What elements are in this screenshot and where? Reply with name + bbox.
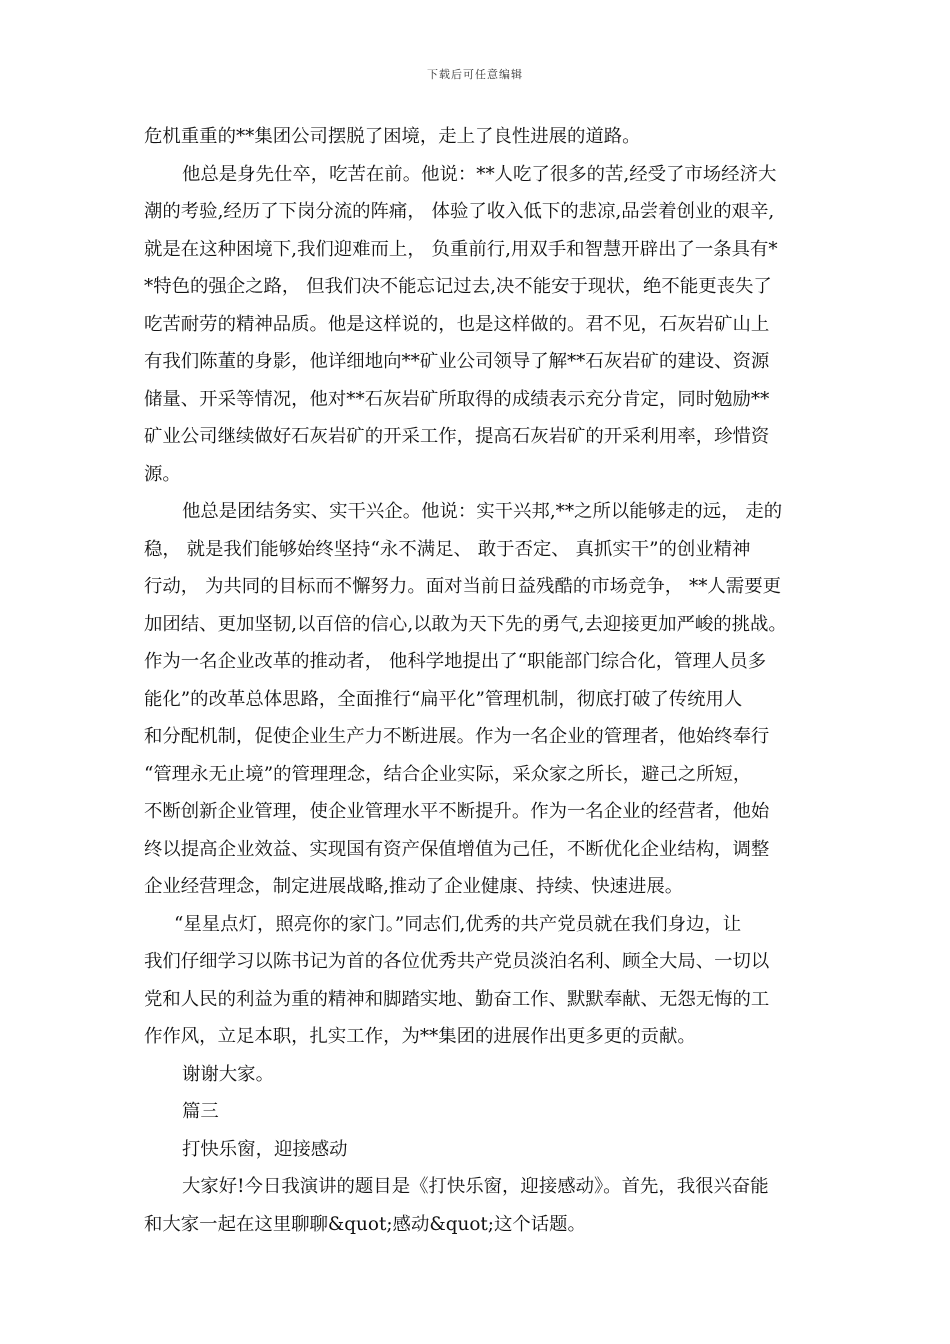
page-header: 下载后可任意编辑 [427, 68, 523, 81]
text-line: *特色的强企之路， 但我们决不能忘记过去,决不能安于现状，绝不能更丧失了 [144, 276, 772, 297]
text-line: 作为一名企业改革的推动者， 他科学地提出了“职能部门综合化，管理人员多 [144, 651, 767, 672]
text-line: 源。 [144, 463, 181, 485]
text-line: 他总是身先仕卒，吃苦在前。他说：**人吃了很多的苦,经受了市场经济大 [182, 163, 777, 185]
text-line: 党和人民的利益为重的精神和脚踏实地、勤奋工作、默默奉献、无怨无悔的工 [144, 988, 770, 1010]
text-line: “星星点灯，照亮你的家门。”同志们,优秀的共产党员就在我们身边，让 [174, 913, 742, 935]
text-line: 储量、开采等情况，他对**石灰岩矿所取得的成绩表示充分肯定，同时勉励** [144, 388, 770, 410]
text-line: 不断创新企业管理，使企业管理水平不断提升。作为一名企业的经营者，他始 [144, 801, 770, 822]
document-body [144, 118, 820, 1243]
text-line: 企业经营理念，制定进展战略,推动了企业健康、持续、快速进展。 [144, 876, 684, 897]
text-line: 和大家一起在这里聊聊&quot;感动&quot;这个话题。 [144, 1213, 586, 1235]
text-line: 作作风，立足本职，扎实工作，为**集团的进展作出更多更的贡献。 [144, 1026, 696, 1047]
text-line: 稳， 就是我们能够始终坚持“永不满足、 敢于否定、 真抓实干”的创业精神 [144, 538, 751, 560]
text-line: 有我们陈董的身影，他详细地向**矿业公司领导了解**石灰岩矿的建设、资源 [144, 351, 770, 372]
text-line: 他总是团结务实、实干兴企。他说：实干兴邦,**之所以能够走的远， 走的 [182, 501, 783, 522]
text-line: 危机重重的**集团公司摆脱了困境，走上了良性进展的道路。 [144, 126, 641, 147]
text-line: “管理永无止境”的管理理念，结合企业实际，采众家之所长，避己之所短， [144, 763, 752, 785]
text-line: 潮的考验,经历了下岗分流的阵痛， 体验了收入低下的悲凉,品尝着创业的艰辛, [144, 201, 775, 222]
text-line: 大家好!今日我演讲的题目是《打快乐窗，迎接感动》。首先，我很兴奋能 [182, 1176, 769, 1197]
text-line: 终以提高企业效益、实现国有资产保值增值为己任，不断优化企业结构，调整 [144, 838, 770, 860]
text-line: 行动， 为共同的目标而不懈努力。面对当前日益残酷的市场竞争， **人需要更 [144, 576, 781, 597]
text-line: 我们仔细学习以陈书记为首的各位优秀共产党员淡泊名利、顾全大局、一切以 [144, 951, 770, 972]
text-line: 吃苦耐劳的精神品质。他是这样说的，也是这样做的。君不见，石灰岩矿山上 [144, 313, 770, 335]
text-line: 矿业公司继续做好石灰岩矿的开采工作，提高石灰岩矿的开采利用率，珍惜资 [144, 426, 770, 447]
text-line: 打快乐窗，迎接感动 [182, 1138, 348, 1160]
text-line: 篇三 [182, 1101, 219, 1122]
text-line: 能化”的改革总体思路，全面推行“扁平化”管理机制，彻底打破了传统用人 [144, 688, 743, 710]
text-line: 和分配机制，促使企业生产力不断进展。作为一名企业的管理者，他始终奉行 [144, 726, 770, 747]
text-line: 就是在这种困境下,我们迎难而上， 负重前行,用双手和智慧开辟出了一条具有* [144, 238, 778, 260]
text-line: 谢谢大家。 [182, 1063, 274, 1085]
text-line: 加团结、更加坚韧,以百倍的信心,以敢为天下先的勇气,去迎接更加严峻的挑战。 [144, 613, 787, 635]
